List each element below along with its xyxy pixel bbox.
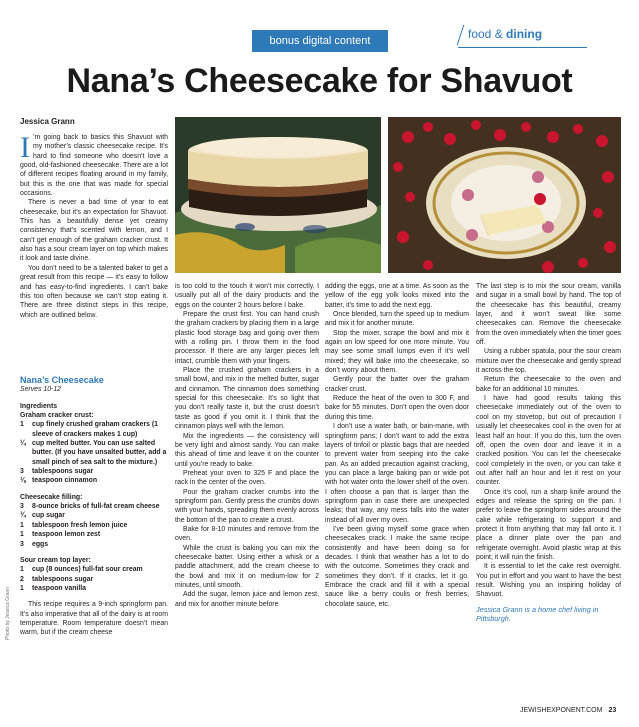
- crust-heading: Graham cracker crust:: [20, 412, 94, 420]
- cheesecake-slice-photo: [388, 117, 621, 273]
- footer-site: JEWISHEXPONENT.COM: [520, 707, 603, 714]
- ingredient-text: teaspoon lemon zest: [32, 531, 101, 539]
- filling-heading: Cheesecake filling:: [20, 493, 83, 501]
- body-column-4: [476, 282, 621, 623]
- ingredient-quantity: 3: [20, 468, 24, 476]
- ingredient-text: cup finely crushed graham crackers (1 sleeve of crackers makes 1 cup): [32, 421, 158, 438]
- ingredient-text: cup sugar: [32, 512, 65, 520]
- page-number: 23: [608, 707, 617, 714]
- body-paragraph: Using a rubber spatula, pour the sour cream mixture over the cheesecake and gently spread it across the top.: [476, 348, 621, 375]
- ingredient-text: 8-ounce bricks of full-fat cream cheese: [32, 503, 160, 511]
- ingredient-quantity: 1: [20, 521, 24, 529]
- ingredient-item: [20, 439, 168, 467]
- body-paragraph: Stop the mixer, scrape the bowl and mix it again on low speed for one more minute. You may see some small lumps even if it’s well mixed; they will bake into the cheesecake, so don’t worry about them.: [325, 329, 469, 375]
- body-column-3: [325, 282, 469, 609]
- body-paragraph: Place the crushed graham crackers in a small bowl, and mix in the melted butter, sugar and cinnamon. The cinnamon does something special for this cheesecake. It’s so light that you don’t really taste it, but the crust doesn’t taste as good if you omit it. I think that the cinnamon plays well with the lemon.: [175, 367, 319, 431]
- section-label-b: dining: [506, 27, 543, 41]
- ingredient-item: [20, 502, 168, 511]
- intro-column: [20, 133, 168, 320]
- ingredient-item: [20, 540, 168, 549]
- ingredient-quantity: 1: [20, 566, 24, 574]
- ingredient-item: [20, 530, 168, 539]
- body-paragraph: adding the eggs, one at a time. As soon as the yellow of the egg yolk looks mixed into the batter, it’s time to add the next egg.: [325, 283, 469, 309]
- body-paragraph: Reduce the heat of the oven to 300 F, and bake for 55 minutes. Don’t open the oven door during this time.: [325, 395, 469, 421]
- page-footer: [520, 707, 616, 714]
- ingredient-text: cup melted butter. You can use salted butter. (If you have unsalted butter, add a small pinch of sea salt to the mixture.): [32, 440, 167, 466]
- filling-list: [20, 502, 168, 549]
- body-paragraph: Gently pour the batter over the graham cracker crust.: [325, 376, 469, 393]
- ingredient-item: [20, 575, 168, 584]
- photo-credit: Photo by Jessica Grann: [5, 586, 11, 640]
- body-column-4-paragraphs: [476, 282, 621, 600]
- ingredient-quantity: 1: [20, 421, 24, 429]
- body-paragraph: Once it’s cool, run a sharp knife around the edges and release the spring on the pan. I prefer to leave the springform sides around the cake while refrigerating to support it and protect it from anything that may fall onto it. I place a dinner plate over the pan and refrigerate overnight. Avoid plastic wrap at this point; it will ruin the finish.: [476, 488, 621, 561]
- ingredient-item: [20, 521, 168, 530]
- ingredient-text: eggs: [32, 540, 49, 548]
- ingredient-item: [20, 511, 168, 520]
- body-paragraph: I don’t use a water bath, or bain-marie, with springform pans; I don’t want to add the extra layers of tinfoil or plastic bags that are needed to prevent water from seeping into the cake pan. As an added precaution against cracking, you can place a large baking pan or wide pot with hot water onto the lower shelf of the oven. I often choose a pan that is larger than the springform pan in case there are unexpected leaks; that way, any mess falls into the water instead of all over my oven.: [325, 423, 469, 524]
- cheesecake-slice-photo-art: [388, 117, 621, 273]
- ingredient-text: teaspoon vanilla: [32, 584, 86, 592]
- ingredient-quantity: ¼: [20, 440, 26, 448]
- crust-list: [20, 420, 168, 485]
- body-column-2: [175, 282, 319, 609]
- body-paragraph: Pour the graham cracker crumbs into the springform pan. Gently press the crumbs down with your hands, spreading them evenly across the bottom of the pan to create a crust.: [175, 488, 319, 524]
- ingredients-heading: Ingredients: [20, 402, 58, 410]
- ingredient-item: [20, 565, 168, 574]
- recipe-serves: Serves 10-12: [20, 386, 61, 394]
- ingredient-text: tablespoons sugar: [32, 468, 94, 476]
- ingredient-quantity: 2: [20, 575, 24, 583]
- body-paragraph: Return the cheesecake to the oven and bake for an additional 10 minutes.: [476, 376, 621, 393]
- body-paragraph: Mix the ingredients — the consistency will be very light and almost sandy. You can make this ahead of time and leave it on the counter until you’re ready to bake.: [175, 432, 319, 468]
- ingredient-item: [20, 467, 168, 476]
- body-paragraph: Add the sugar, lemon juice and lemon zest, and mix for another minute before: [175, 591, 319, 608]
- body-paragraph: Preheat your oven to 325 F and place the rack in the center of the oven.: [175, 469, 319, 487]
- intro-paragraph-3: You don’t need to be a talented baker to get a great result from this recipe — it’s easy to follow and has easy-to-find ingredients. I can’t bake this too often because we can’t stop eating it. There are three distinct steps in this recipe, which are outlined below.: [20, 264, 168, 319]
- bonus-content-tag: bonus digital content: [252, 30, 388, 52]
- ingredient-text: tablespoon fresh lemon juice: [32, 521, 128, 529]
- ingredient-quantity: 1: [20, 531, 24, 539]
- recipe-title: Nana’s Cheesecake: [20, 375, 104, 385]
- ingredient-item: [20, 476, 168, 485]
- section-label: [458, 25, 542, 45]
- ingredient-text: teaspoon cinnamon: [32, 477, 98, 485]
- pan-note: This recipe requires a 9-inch springform pan. It’s also imperative that all of the dairy is at room temperature. Room temperature doesn’t mean warm, but if the cream cheese: [20, 601, 168, 637]
- intro-paragraph-2: There is never a bad time of year to eat cheesecake, but it’s an expectation for Shavuot. This has a beautifully dense yet creamy consistency that’s scented with lemon, and I can’t get enough of the graham cracker crust. It also has a sour cream layer on top which makes it look and taste divine.: [20, 199, 168, 263]
- cheesecake-photo: [175, 117, 381, 273]
- intro-paragraph-1-text: ’m going back to basics this Shavuot with my mother’s classic cheesecake recipe. It’s hard to find someone who doesn’t love a good, old-fashioned cheesecake. There are a lot of different recipes floating around in my family, but this is the one that was made for special occasions.: [20, 134, 168, 198]
- drop-cap: I: [20, 131, 30, 164]
- ingredient-quantity: ¾: [20, 512, 26, 520]
- body-paragraph: The last step is to mix the sour cream, vanilla and sugar in a small bowl by hand. The top of the cheesecake has this beautiful, creamy layer, and it won’t sweat like some cheesecakes can. Remove the cheesecake from the oven immediately when the timer goes off.: [476, 283, 621, 347]
- body-paragraph: is too cold to the touch it won’t mix correctly. I usually put all of the dairy products and the eggs on the counter 2 hours before I bake.: [175, 283, 319, 309]
- body-paragraph: It is essential to let the cake rest overnight. You put in effort and you want to have the best result. Wishing you an inspiring holiday of Shavuot.: [476, 563, 621, 599]
- cheesecake-photo-art: [175, 117, 381, 273]
- topper-heading: Sour cream top layer:: [20, 556, 91, 564]
- intro-paragraph-1: [20, 133, 168, 198]
- ingredient-quantity: 1: [20, 584, 24, 592]
- ingredient-item: [20, 420, 168, 439]
- author-bio-text: Jessica Grann is a home chef living in Pittsburgh.: [476, 604, 599, 624]
- body-paragraph: Once blended, turn the speed up to medium and mix it for another minute.: [325, 311, 469, 328]
- ingredient-text: tablespoons sugar: [32, 575, 94, 583]
- body-paragraph: I have had good results taking this cheesecake immediately out of the oven to cool on my stovetop, but out of precaution I usually let cheesecakes cool in the oven for at least half an hour. If you do this, turn the oven off, open the oven door and leave it in a cracked position. You can let the cheesecake cool completely in the oven, or you can take it out after half an hour and let it rest on your counter.: [476, 395, 621, 487]
- ingredient-quantity: ⅛: [20, 477, 26, 485]
- article-title: Nana’s Cheesecake for Shavuot: [66, 62, 573, 100]
- ingredient-text: cup (8 ounces) full-fat sour cream: [32, 566, 143, 574]
- ingredient-quantity: 3: [20, 540, 24, 548]
- recipe-column: [20, 370, 168, 638]
- body-paragraph: Bake for 8-10 minutes and remove from the oven.: [175, 525, 319, 543]
- body-paragraph: I’ve been giving myself some grace when cheesecakes crack. I make the same recipe consistently and have been doing so for decades. I think that weather has a lot to do with the outcome. Sometimes they crack and sometimes they don’t. If it cracks, let it go. Embrace the crack and fill it with a special sauce like a berry coulis or fresh berries, chocolate sauce, etc.: [325, 525, 469, 608]
- ingredient-item: [20, 584, 168, 593]
- body-paragraph: While the crust is baking you can mix the cheesecake batter. Using either a whisk or a paddle attachment, add the cream cheese to the bowl and mix it on medium-low for 2 minutes, until smooth.: [175, 544, 319, 589]
- topper-list: [20, 565, 168, 593]
- body-paragraph: Prepare the crust first. You can hand crush the graham crackers by placing them in a large plastic food storage bag and going over them with a rolling pin. I throw them in the food processor. If there are any larger pieces left intact, crumble them with your fingers.: [175, 311, 319, 365]
- ingredient-quantity: 3: [20, 503, 24, 511]
- section-label-a: food &: [468, 27, 503, 41]
- author-byline: Jessica Grann: [20, 117, 75, 126]
- author-bio: [476, 605, 621, 624]
